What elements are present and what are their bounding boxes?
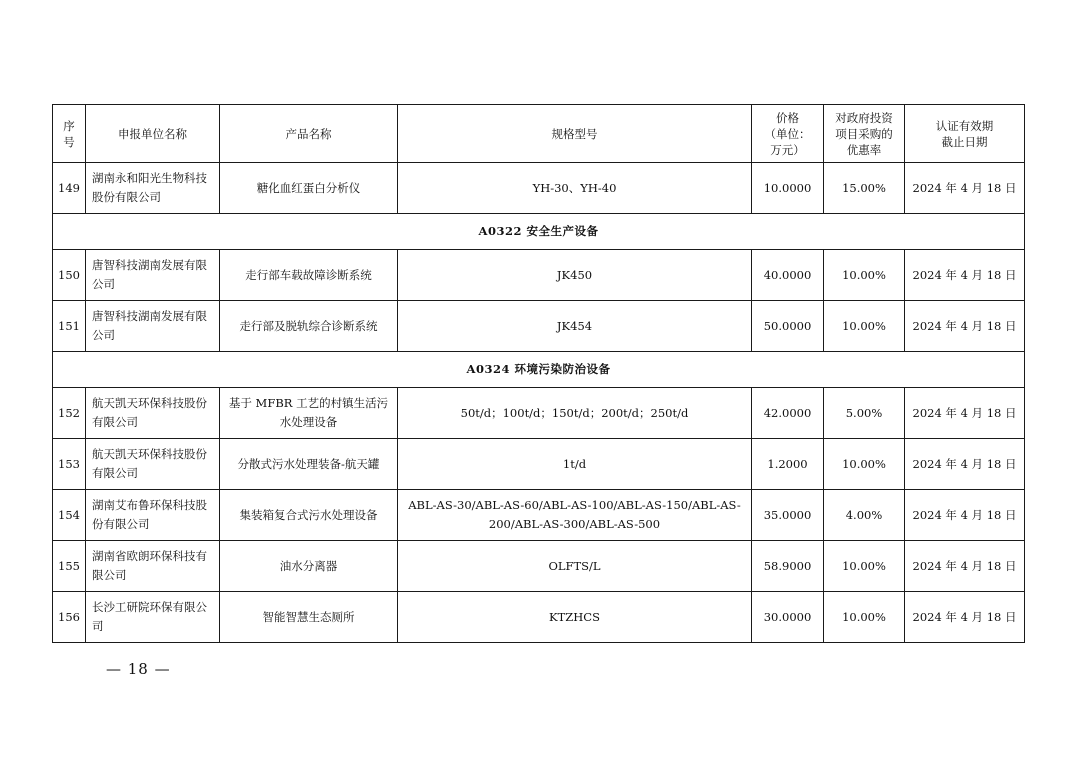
cell-seq: 155 xyxy=(53,541,86,592)
table-row xyxy=(53,163,1025,214)
cell-seq: 150 xyxy=(53,250,86,301)
cell-discount: 10.00% xyxy=(824,250,905,301)
cell-expiry: 2024 年 4 月 18 日 xyxy=(905,541,1025,592)
header-seq: 序 号 xyxy=(53,105,86,163)
cell-unit: 航天凯天环保科技股份有限公司 xyxy=(86,439,220,490)
cell-model: OLFTS/L xyxy=(398,541,752,592)
cell-price: 30.0000 xyxy=(752,592,824,643)
cell-model: JK450 xyxy=(398,250,752,301)
cell-expiry: 2024 年 4 月 18 日 xyxy=(905,592,1025,643)
cell-product: 走行部及脱轨综合诊断系统 xyxy=(220,301,398,352)
header-model: 规格型号 xyxy=(398,105,752,163)
cell-product: 基于 MFBR 工艺的村镇生活污水处理设备 xyxy=(220,388,398,439)
header-price: 价格 （单位： 万元） xyxy=(752,105,824,163)
cell-product: 智能智慧生态厕所 xyxy=(220,592,398,643)
header-product: 产品名称 xyxy=(220,105,398,163)
section-title: A0322 安全生产设备 xyxy=(53,214,1025,250)
page-number: — 18 — xyxy=(106,660,171,678)
cell-product: 糖化血红蛋白分析仪 xyxy=(220,163,398,214)
header-unit: 申报单位名称 xyxy=(86,105,220,163)
cell-unit: 唐智科技湖南发展有限公司 xyxy=(86,250,220,301)
table-row xyxy=(53,250,1025,301)
table-row xyxy=(53,541,1025,592)
cell-model: 1t/d xyxy=(398,439,752,490)
cell-seq: 149 xyxy=(53,163,86,214)
cell-expiry: 2024 年 4 月 18 日 xyxy=(905,301,1025,352)
table-body xyxy=(53,163,1025,643)
cell-discount: 10.00% xyxy=(824,301,905,352)
header-expiry: 认证有效期 截止日期 xyxy=(905,105,1025,163)
cell-discount: 5.00% xyxy=(824,388,905,439)
cell-unit: 湖南永和阳光生物科技股份有限公司 xyxy=(86,163,220,214)
cell-expiry: 2024 年 4 月 18 日 xyxy=(905,250,1025,301)
cell-seq: 152 xyxy=(53,388,86,439)
header-discount: 对政府投资 项目采购的 优惠率 xyxy=(824,105,905,163)
section-row xyxy=(53,352,1025,388)
cell-discount: 10.00% xyxy=(824,439,905,490)
cell-unit: 唐智科技湖南发展有限公司 xyxy=(86,301,220,352)
cell-seq: 151 xyxy=(53,301,86,352)
cell-price: 40.0000 xyxy=(752,250,824,301)
table-row xyxy=(53,439,1025,490)
cell-price: 50.0000 xyxy=(752,301,824,352)
cell-discount: 10.00% xyxy=(824,541,905,592)
cell-product: 分散式污水处理装备-航天罐 xyxy=(220,439,398,490)
cell-unit: 航天凯天环保科技股份有限公司 xyxy=(86,388,220,439)
product-table xyxy=(52,104,1025,643)
table-row xyxy=(53,592,1025,643)
cell-price: 58.9000 xyxy=(752,541,824,592)
table-header-row xyxy=(53,105,1025,163)
cell-unit: 湖南省欧朗环保科技有限公司 xyxy=(86,541,220,592)
cell-seq: 154 xyxy=(53,490,86,541)
section-title: A0324 环境污染防治设备 xyxy=(53,352,1025,388)
cell-product: 走行部车载故障诊断系统 xyxy=(220,250,398,301)
cell-seq: 153 xyxy=(53,439,86,490)
cell-price: 42.0000 xyxy=(752,388,824,439)
cell-price: 1.2000 xyxy=(752,439,824,490)
table-row xyxy=(53,490,1025,541)
table-row xyxy=(53,301,1025,352)
table-row xyxy=(53,388,1025,439)
cell-model: JK454 xyxy=(398,301,752,352)
cell-expiry: 2024 年 4 月 18 日 xyxy=(905,439,1025,490)
cell-price: 10.0000 xyxy=(752,163,824,214)
cell-expiry: 2024 年 4 月 18 日 xyxy=(905,163,1025,214)
section-row xyxy=(53,214,1025,250)
cell-product: 集装箱复合式污水处理设备 xyxy=(220,490,398,541)
cell-model: YH-30、YH-40 xyxy=(398,163,752,214)
cell-discount: 10.00% xyxy=(824,592,905,643)
cell-expiry: 2024 年 4 月 18 日 xyxy=(905,490,1025,541)
cell-model: ABL-AS-30/ABL-AS-60/ABL-AS-100/ABL-AS-150/ABL-AS-200/ABL-AS-300/ABL-AS-500 xyxy=(398,490,752,541)
cell-expiry: 2024 年 4 月 18 日 xyxy=(905,388,1025,439)
cell-unit: 长沙工研院环保有限公司 xyxy=(86,592,220,643)
cell-discount: 4.00% xyxy=(824,490,905,541)
cell-price: 35.0000 xyxy=(752,490,824,541)
cell-product: 油水分离器 xyxy=(220,541,398,592)
cell-seq: 156 xyxy=(53,592,86,643)
cell-model: 50t/d；100t/d；150t/d；200t/d；250t/d xyxy=(398,388,752,439)
cell-model: KTZHCS xyxy=(398,592,752,643)
cell-unit: 湖南艾布鲁环保科技股份有限公司 xyxy=(86,490,220,541)
cell-discount: 15.00% xyxy=(824,163,905,214)
